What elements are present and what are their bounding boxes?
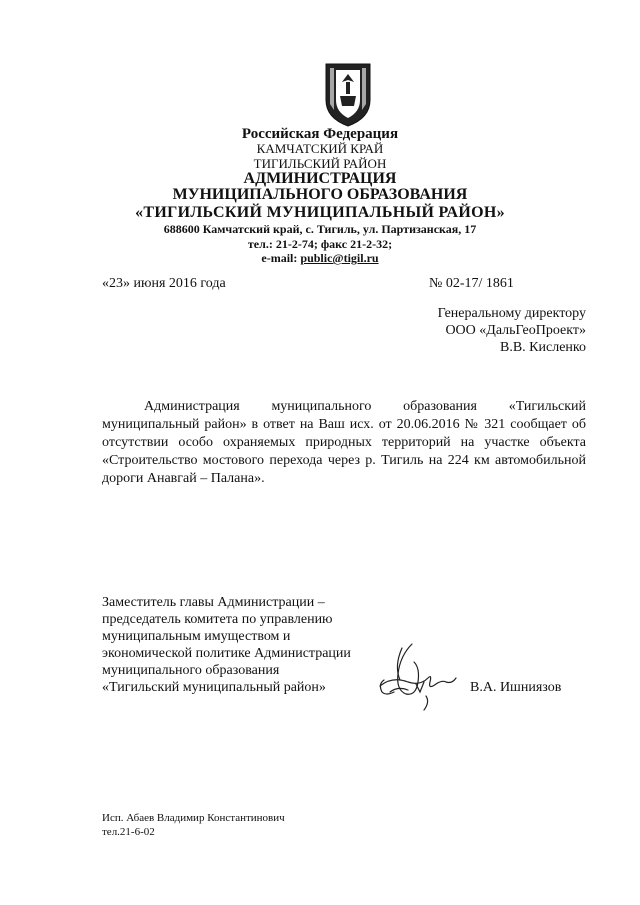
signatory-title-line4: экономической политике Администрации <box>102 646 351 661</box>
letter-date: «23» июня 2016 года <box>102 276 226 291</box>
executor-name: Исп. Абаев Владимир Константинович <box>102 812 285 824</box>
executor-phone: тел.21-6-02 <box>102 826 155 838</box>
signatory-title-line5: муниципального образования <box>102 663 280 678</box>
letterhead-phone: тел.: 21-2-74; факс 21-2-32; <box>247 237 393 251</box>
signatory-title-line2: председатель комитета по управлению <box>102 612 333 627</box>
body-line: «Строительство мостового перехода через р. Тигиль на 224 км автомобильной <box>102 453 586 468</box>
body-line: муниципальный район» в ответ на Ваш исх. от 20.06.2016 № 321 сообщает об <box>102 417 586 432</box>
email-link[interactable]: public@tigil.ru <box>300 251 379 265</box>
letterhead-org-line1: АДМИНИСТРАЦИЯ <box>243 170 397 187</box>
letterhead-email-row <box>0 251 640 266</box>
letterhead-org-line3: «ТИГИЛЬСКИЙ МУНИЦИПАЛЬНЫЙ РАЙОН» <box>135 204 505 221</box>
handwritten-signature <box>372 636 460 716</box>
coat-of-arms-emblem <box>316 60 380 128</box>
letter-body <box>102 398 586 488</box>
letterhead-address: 688600 Камчатский край, с. Тигиль, ул. Партизанская, 17 <box>163 222 477 236</box>
addressee-line1: Генеральному директору <box>437 306 586 321</box>
addressee-line2: ООО «ДальГеоПроект» <box>445 323 586 338</box>
letterhead-district: ТИГИЛЬСКИЙ РАЙОН <box>253 156 387 171</box>
signatory-title-line3: муниципальным имуществом и <box>102 629 291 644</box>
email-label: e-mail: <box>261 251 298 265</box>
body-line: Администрация муниципального образования «Тигильский <box>144 399 586 414</box>
signatory-title-line6: «Тигильский муниципальный район» <box>102 680 326 695</box>
letter-number: № 02-17/ 1861 <box>429 276 514 291</box>
body-line: дороги Анавгай – Палана». <box>102 471 265 486</box>
signatory-title-line1: Заместитель главы Администрации – <box>102 595 325 610</box>
letterhead-region: КАМЧАТСКИЙ КРАЙ <box>256 141 384 156</box>
body-line: отсутствии особо охраняемых природных территорий на участке объекта <box>102 435 586 450</box>
letterhead-org-line2: МУНИЦИПАЛЬНОГО ОБРАЗОВАНИЯ <box>172 186 468 203</box>
addressee-line3: В.В. Кисленко <box>499 340 586 355</box>
letterhead-country: Российская Федерация <box>241 126 399 142</box>
signatory-name: В.А. Ишниязов <box>470 680 562 695</box>
